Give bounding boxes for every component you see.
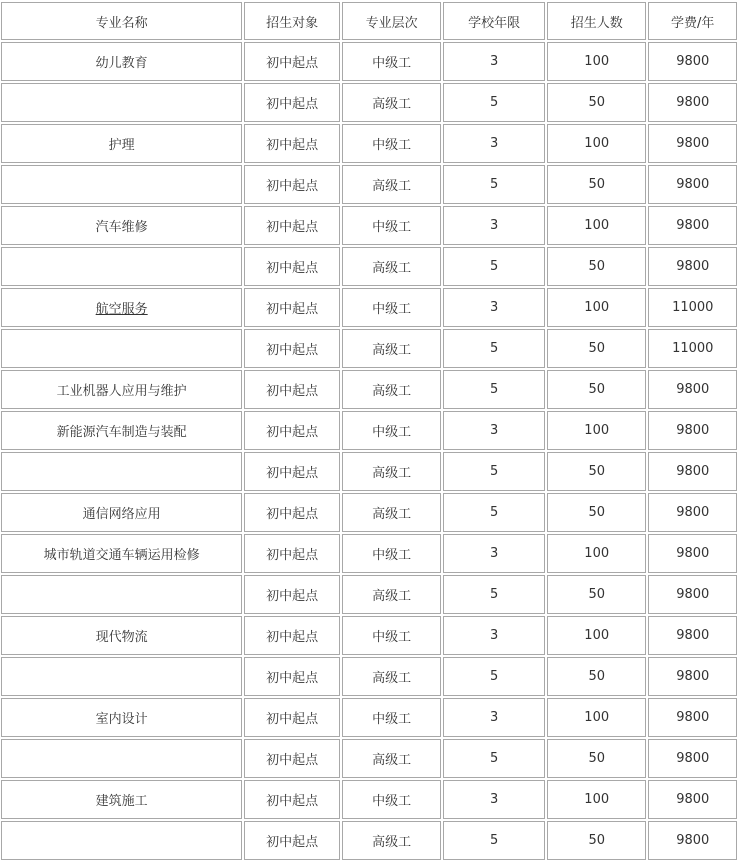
level-cell: 高级工: [342, 493, 442, 532]
major-name-cell: [1, 329, 242, 368]
major-name-cell: [1, 247, 242, 286]
major-name-cell: [1, 165, 242, 204]
target-cell: 初中起点: [244, 616, 340, 655]
level-cell: 高级工: [342, 575, 442, 614]
level-cell: 中级工: [342, 206, 442, 245]
header-major-name: 专业名称: [1, 2, 242, 40]
enrollment-cell: 100: [547, 780, 647, 819]
table-row: [1, 206, 737, 245]
years-cell: 3: [443, 534, 545, 573]
level-cell: 高级工: [342, 83, 442, 122]
level-cell: 高级工: [342, 739, 442, 778]
enrollment-cell: 100: [547, 206, 647, 245]
target-cell: 初中起点: [244, 370, 340, 409]
major-name-cell: 通信网络应用: [1, 493, 242, 532]
level-cell: 高级工: [342, 370, 442, 409]
header-enrollment: 招生人数: [547, 2, 647, 40]
level-cell: 中级工: [342, 616, 442, 655]
years-cell: 3: [443, 780, 545, 819]
table-body: [1, 42, 737, 860]
header-row: [1, 2, 737, 40]
target-cell: 初中起点: [244, 575, 340, 614]
fee-cell: 9800: [648, 616, 737, 655]
major-name-link[interactable]: 航空服务: [95, 302, 148, 317]
level-cell: 中级工: [342, 698, 442, 737]
fee-cell: 9800: [648, 698, 737, 737]
fee-cell: 9800: [648, 124, 737, 163]
level-cell: 高级工: [342, 329, 442, 368]
table-row: [1, 698, 737, 737]
years-cell: 5: [443, 165, 545, 204]
major-name-cell: 城市轨道交通车辆运用检修: [1, 534, 242, 573]
major-name-cell: 室内设计: [1, 698, 242, 737]
fee-cell: 9800: [648, 370, 737, 409]
fee-cell: 9800: [648, 411, 737, 450]
target-cell: 初中起点: [244, 780, 340, 819]
header-target: 招生对象: [244, 2, 340, 40]
enrollment-cell: 100: [547, 616, 647, 655]
table-row: [1, 165, 737, 204]
table-row: [1, 575, 737, 614]
level-cell: 高级工: [342, 452, 442, 491]
years-cell: 5: [443, 493, 545, 532]
fee-cell: 9800: [648, 83, 737, 122]
level-cell: 高级工: [342, 165, 442, 204]
enrollment-cell: 100: [547, 534, 647, 573]
fee-cell: 9800: [648, 575, 737, 614]
years-cell: 3: [443, 411, 545, 450]
years-cell: 3: [443, 124, 545, 163]
major-name-cell: [1, 452, 242, 491]
table-row: [1, 42, 737, 81]
level-cell: 高级工: [342, 247, 442, 286]
fee-cell: 9800: [648, 534, 737, 573]
level-cell: 中级工: [342, 411, 442, 450]
enrollment-cell: 100: [547, 288, 647, 327]
major-name-cell: [1, 288, 242, 327]
enrollment-cell: 50: [547, 739, 647, 778]
major-name-cell: [1, 83, 242, 122]
table-row: [1, 452, 737, 491]
target-cell: 初中起点: [244, 739, 340, 778]
target-cell: 初中起点: [244, 42, 340, 81]
fee-cell: 11000: [648, 329, 737, 368]
major-name-cell: 汽车维修: [1, 206, 242, 245]
enrollment-cell: 50: [547, 575, 647, 614]
fee-cell: 9800: [648, 657, 737, 696]
major-name-cell: 幼儿教育: [1, 42, 242, 81]
level-cell: 中级工: [342, 42, 442, 81]
years-cell: 5: [443, 575, 545, 614]
major-name-cell: 现代物流: [1, 616, 242, 655]
major-name-cell: 工业机器人应用与维护: [1, 370, 242, 409]
major-name-cell: 建筑施工: [1, 780, 242, 819]
years-cell: 3: [443, 698, 545, 737]
enrollment-cell: 100: [547, 698, 647, 737]
target-cell: 初中起点: [244, 288, 340, 327]
level-cell: 高级工: [342, 657, 442, 696]
table-row: [1, 616, 737, 655]
target-cell: 初中起点: [244, 329, 340, 368]
fee-cell: 9800: [648, 165, 737, 204]
major-name-cell: [1, 657, 242, 696]
table-row: [1, 534, 737, 573]
enrollment-cell: 50: [547, 657, 647, 696]
enrollment-cell: 100: [547, 42, 647, 81]
table-row: [1, 83, 737, 122]
target-cell: 初中起点: [244, 493, 340, 532]
years-cell: 3: [443, 288, 545, 327]
table-row: [1, 493, 737, 532]
fee-cell: 9800: [648, 493, 737, 532]
major-name-cell: [1, 821, 242, 860]
years-cell: 5: [443, 329, 545, 368]
enrollment-cell: 50: [547, 821, 647, 860]
years-cell: 5: [443, 821, 545, 860]
years-cell: 5: [443, 370, 545, 409]
table-row: [1, 288, 737, 327]
years-cell: 5: [443, 452, 545, 491]
level-cell: 中级工: [342, 780, 442, 819]
major-name-cell: [1, 739, 242, 778]
table-row: [1, 329, 737, 368]
table-header: [1, 2, 737, 40]
header-level: 专业层次: [342, 2, 442, 40]
fee-cell: 9800: [648, 42, 737, 81]
level-cell: 中级工: [342, 534, 442, 573]
years-cell: 3: [443, 616, 545, 655]
target-cell: 初中起点: [244, 411, 340, 450]
enrollment-cell: 50: [547, 83, 647, 122]
enrollment-cell: 100: [547, 411, 647, 450]
years-cell: 5: [443, 657, 545, 696]
fee-cell: 9800: [648, 821, 737, 860]
target-cell: 初中起点: [244, 657, 340, 696]
enrollment-cell: 50: [547, 493, 647, 532]
level-cell: 中级工: [342, 288, 442, 327]
years-cell: 3: [443, 42, 545, 81]
years-cell: 3: [443, 206, 545, 245]
enrollment-cell: 50: [547, 370, 647, 409]
header-years: 学校年限: [443, 2, 545, 40]
target-cell: 初中起点: [244, 165, 340, 204]
target-cell: 初中起点: [244, 124, 340, 163]
table-row: [1, 370, 737, 409]
level-cell: 高级工: [342, 821, 442, 860]
enrollment-cell: 50: [547, 165, 647, 204]
table-row: [1, 124, 737, 163]
table-row: [1, 821, 737, 860]
target-cell: 初中起点: [244, 821, 340, 860]
fee-cell: 9800: [648, 780, 737, 819]
major-name-cell: 新能源汽车制造与装配: [1, 411, 242, 450]
table-row: [1, 411, 737, 450]
target-cell: 初中起点: [244, 452, 340, 491]
years-cell: 5: [443, 739, 545, 778]
years-cell: 5: [443, 247, 545, 286]
fee-cell: 9800: [648, 452, 737, 491]
enrollment-cell: 50: [547, 247, 647, 286]
level-cell: 中级工: [342, 124, 442, 163]
fee-cell: 9800: [648, 206, 737, 245]
header-fee: 学费/年: [648, 2, 737, 40]
target-cell: 初中起点: [244, 698, 340, 737]
target-cell: 初中起点: [244, 83, 340, 122]
target-cell: 初中起点: [244, 206, 340, 245]
enrollment-cell: 50: [547, 452, 647, 491]
major-name-cell: [1, 575, 242, 614]
target-cell: 初中起点: [244, 534, 340, 573]
table-row: [1, 739, 737, 778]
enrollment-cell: 50: [547, 329, 647, 368]
major-name-cell: 护理: [1, 124, 242, 163]
years-cell: 5: [443, 83, 545, 122]
table-row: [1, 247, 737, 286]
table-row: [1, 780, 737, 819]
fee-cell: 9800: [648, 247, 737, 286]
fee-cell: 9800: [648, 739, 737, 778]
enrollment-cell: 100: [547, 124, 647, 163]
target-cell: 初中起点: [244, 247, 340, 286]
table-row: [1, 657, 737, 696]
fee-cell: 11000: [648, 288, 737, 327]
